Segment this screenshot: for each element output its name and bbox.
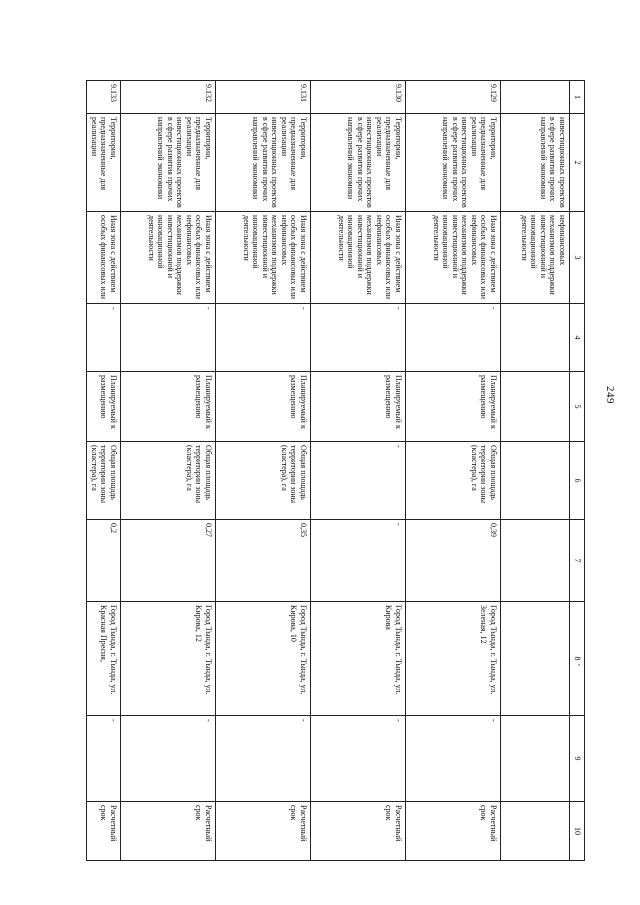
cell-status <box>501 372 570 442</box>
cell-characteristic: - <box>311 442 406 520</box>
cell-col9: - <box>406 716 501 802</box>
cell-location: Город Тында, г. Тында, ул. Кирова <box>311 602 406 716</box>
cell-value: 0,35 <box>216 520 311 602</box>
table-row <box>121 81 216 861</box>
table-header-row <box>570 81 585 861</box>
header-cell: 8 <box>570 602 585 716</box>
cell-value: 0,39 <box>406 520 501 602</box>
cell-value: - <box>311 520 406 602</box>
cell-zone-type: Иная зона с действием особых финансовых или нефинансовых механизмов поддержки инвестиционной и инновационной деятельности <box>121 212 216 304</box>
cell-value: 0,2 <box>87 520 121 602</box>
cell-col4: - <box>87 304 121 372</box>
cell-territory-purpose: Территории, предназначенные для реализации инвестиционных проектов в сфере развития прочих направлений экономики <box>311 114 406 212</box>
cell-col9: - <box>121 716 216 802</box>
cell-col4 <box>501 304 570 372</box>
cell-zone-type: Иная зона с действием особых финансовых или нефинансовых механизмов поддержки инвестиционной и инновационной деятельности <box>311 212 406 304</box>
header-cell: 5 <box>570 372 585 442</box>
cell-number: 9.129 <box>406 81 501 114</box>
cell-number: 9.132 <box>121 81 216 114</box>
cell-location: Город Тында, г. Тында, ул. Красная Пресня, <box>87 602 121 716</box>
cell-location: Город Тында, г. Тында, ул. Кирова, 12 <box>121 602 216 716</box>
cell-number: 9.133 <box>87 81 121 114</box>
header-cell: 6 <box>570 442 585 520</box>
data-table <box>87 80 586 861</box>
header-cell: 7 <box>570 520 585 602</box>
cell-zone-type: Иная зона с действием особых финансовых или нефинансовых механизмов поддержки инвестиционной и инновационной деятельности <box>406 212 501 304</box>
cell-territory-purpose: Территории, предназначенные для реализации инвестиционных проектов в сфере развития прочих направлений экономики <box>406 114 501 212</box>
cell-territory-purpose: Территории, предназначенные для реализации инвестиционных проектов в сфере развития прочих направлений экономики <box>121 114 216 212</box>
cell-number: 9.131 <box>216 81 311 114</box>
cell-status: Планируемый к размещению <box>87 372 121 442</box>
cell-col9: - <box>87 716 121 802</box>
cell-characteristic <box>501 442 570 520</box>
cell-characteristic: Общая площадь территории зоны (кластера), га <box>216 442 311 520</box>
cell-characteristic: Общая площадь территории зоны (кластера), га <box>87 442 121 520</box>
cell-zone-type: Иная зона с действием особых финансовых или <box>87 212 121 304</box>
cell-characteristic: Общая площадь территории зоны (кластера), га <box>406 442 501 520</box>
cell-status: Планируемый к размещению <box>311 372 406 442</box>
cell-term: Расчетный срок <box>406 802 501 861</box>
table-row <box>311 81 406 861</box>
data-table-container <box>90 80 585 860</box>
cell-location: Город Тында, г. Тында, ул. Зеленая, 12 <box>406 602 501 716</box>
cell-term: Расчетный срок <box>121 802 216 861</box>
cell-col4: - <box>121 304 216 372</box>
cell-term: Расчетный срок <box>87 802 121 861</box>
cell-term: Расчетный срок <box>216 802 311 861</box>
table-row <box>406 81 501 861</box>
cell-zone-type: Иная зона с действием особых финансовых или нефинансовых механизмов поддержки инвестиционной и инновационной деятельности <box>216 212 311 304</box>
table-row <box>216 81 311 861</box>
cell-territory-purpose: инвестиционных проектов в сфере развития прочих направлений экономики <box>501 114 570 212</box>
header-cell: 10 <box>570 802 585 861</box>
cell-col9 <box>501 716 570 802</box>
header-cell: 9 <box>570 716 585 802</box>
header-cell: 3 <box>570 212 585 304</box>
cell-status: Планируемый к размещению <box>406 372 501 442</box>
table-row <box>501 81 570 861</box>
cell-value <box>501 520 570 602</box>
cell-col9: - <box>216 716 311 802</box>
cell-territory-purpose: Территории, предназначенные для реализации <box>87 114 121 212</box>
cell-term: Расчетный срок <box>311 802 406 861</box>
page-number: 249 <box>604 386 616 404</box>
header-cell: 1 <box>570 81 585 114</box>
cell-territory-purpose: Территории, предназначенные для реализации инвестиционных проектов в сфере развития прочих направлений экономики <box>216 114 311 212</box>
cell-number: 9.130 <box>311 81 406 114</box>
cell-col4: - <box>406 304 501 372</box>
cell-location: Город Тында, г. Тында, ул. Кирова, 10 <box>216 602 311 716</box>
cell-characteristic: Общая площадь территории зоны (кластера), га <box>121 442 216 520</box>
cell-col4: - <box>311 304 406 372</box>
cell-col4: - <box>216 304 311 372</box>
table-row <box>87 81 121 861</box>
header-cell: 4 <box>570 304 585 372</box>
cell-status: Планируемый к размещению <box>216 372 311 442</box>
cell-location <box>501 602 570 716</box>
cell-term <box>501 802 570 861</box>
header-cell: 2 <box>570 114 585 212</box>
cell-status: Планируемый к размещению <box>121 372 216 442</box>
cell-col9: - <box>311 716 406 802</box>
cell-zone-type: нефинансовых механизмов поддержки инвестиционной и инновационной деятельности <box>501 212 570 304</box>
cell-number <box>501 81 570 114</box>
cell-value: 0,27 <box>121 520 216 602</box>
